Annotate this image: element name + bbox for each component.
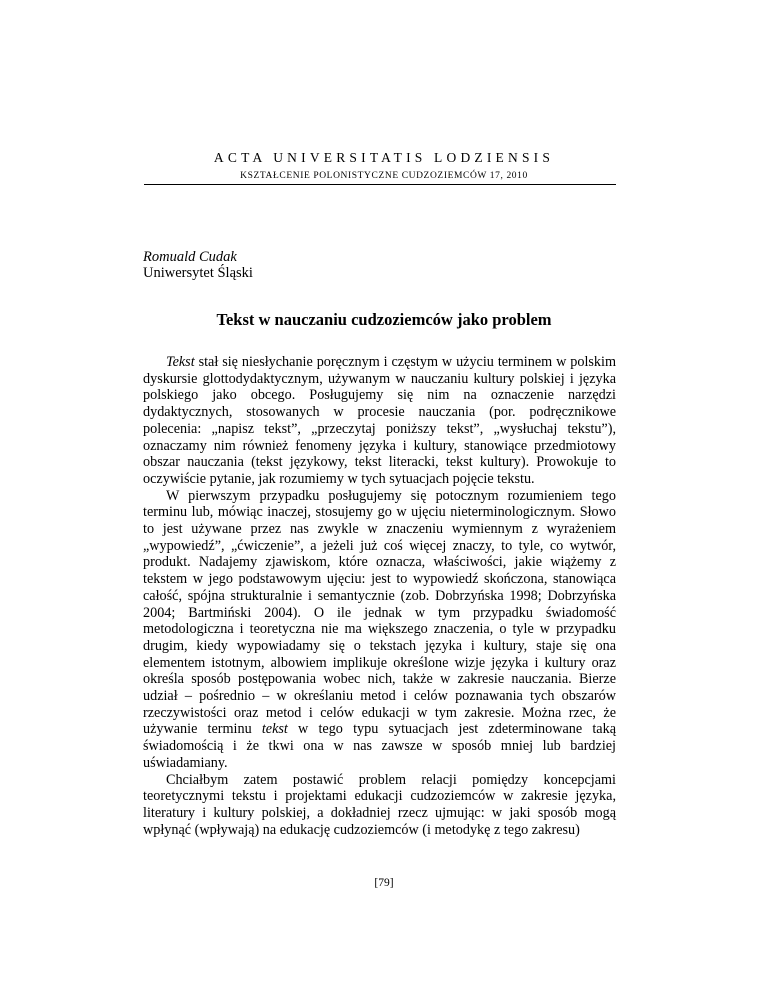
italic-term: Tekst: [166, 354, 195, 370]
journal-title: ACTA UNIVERSITATIS LODZIENSIS: [213, 150, 555, 165]
paragraph-1: [143, 354, 616, 488]
italic-term: tekst: [261, 721, 288, 738]
page-number: [79]: [374, 877, 394, 889]
paragraph-text: w tego typu sytuacjach jest zdeterminowane taką świadomością i że tkwi ona w nas zawsze w sposób mniej lub bardziej uświadamiany.: [143, 721, 616, 771]
author-affiliation: Uniwersytet Śląski: [143, 265, 253, 281]
paragraph-text: Chciałbym zatem postawić problem relacji pomiędzy koncepcjami teoretycznymi tekstu i projektami edukacji cudzoziemców w zakresie języka, literatury i kultury polskiej, a dokładniej rzecz ujmując: w jaki sposób mogą wpłynąć (wpływają) na edukację cudzoziemców (i metodykę z tego zakresu): [143, 771, 616, 838]
article-title: Tekst w nauczaniu cudzoziemców jako problem: [216, 310, 552, 329]
paragraph-text: W pierwszym przypadku posługujemy się potocznym rozumieniem tego terminu lub, mówiąc inaczej, stosujemy go w ujęciu nieterminologicznym. Słowo to jest używane przez nas zwykle w znaczeniu wymiennym z wyrażeniem „wypowiedź”, „ćwiczenie”, a jeżeli już coś więcej znaczy, to tyle, co wytwór, produkt. Nadajemy zjawiskom, które oznacza, właściwości, jakie wiążemy z tekstem w jego podstawowym ujęciu: jest to wypowiedź skończona, stanowiąca całość, spójna strukturalnie i semantycznie (zob. Dobrzyńska 1998; Dobrzyńska 2004; Bartmiński 2004). O ile jednak w tym przypadku świadomość metodologiczna i teoretyczna nie ma większego znaczenia, o tyle w przypadku drugim, kiedy wypowiadamy się o tekstach języka i kultury, staje się ona elementem istotnym, albowiem implikuje określone wizje języka i kultury oraz określa sposób postępowania wobec nich, także w zakresie nauczania. Bierze udział – pośrednio – w określaniu metod i celów poznawania tych obszarów rzeczywistości oraz metod i celów edukacji w tym zakresie. Można rzec, że używanie terminu: [143, 487, 616, 738]
author-name: Romuald Cudak: [143, 249, 237, 265]
article-body: [143, 354, 616, 838]
paragraph-text: stał się niesłychanie poręcznym i częstym w użyciu terminem w polskim dyskursie glottodydaktycznym, używanym w nauczaniu kultury polskiej i języka polskiego jako obcego. Posługujemy się nim na oznaczenie narzędzi dydaktycznych, stosowanych w procesie nauczania (por. podręcznikowe polecenia: „napisz tekst”, „przeczytaj poniższy tekst”, „wysłuchaj tekstu”), oznaczamy nim również fenomeny języka i kultury, stanowiące przedmiotowy obszar nauczania (tekst językowy, tekst literacki, tekst kultury). Prowokuje to oczywiście pytanie, jak rozumiemy w tych sytuacjach pojęcie tekstu.: [143, 354, 616, 487]
journal-subtitle: KSZTAŁCENIE POLONISTYCZNE CUDZOZIEMCÓW 17, 2010: [240, 171, 528, 181]
paragraph-2: [143, 488, 616, 772]
header-divider: [144, 184, 616, 185]
paragraph-3: [143, 772, 616, 839]
